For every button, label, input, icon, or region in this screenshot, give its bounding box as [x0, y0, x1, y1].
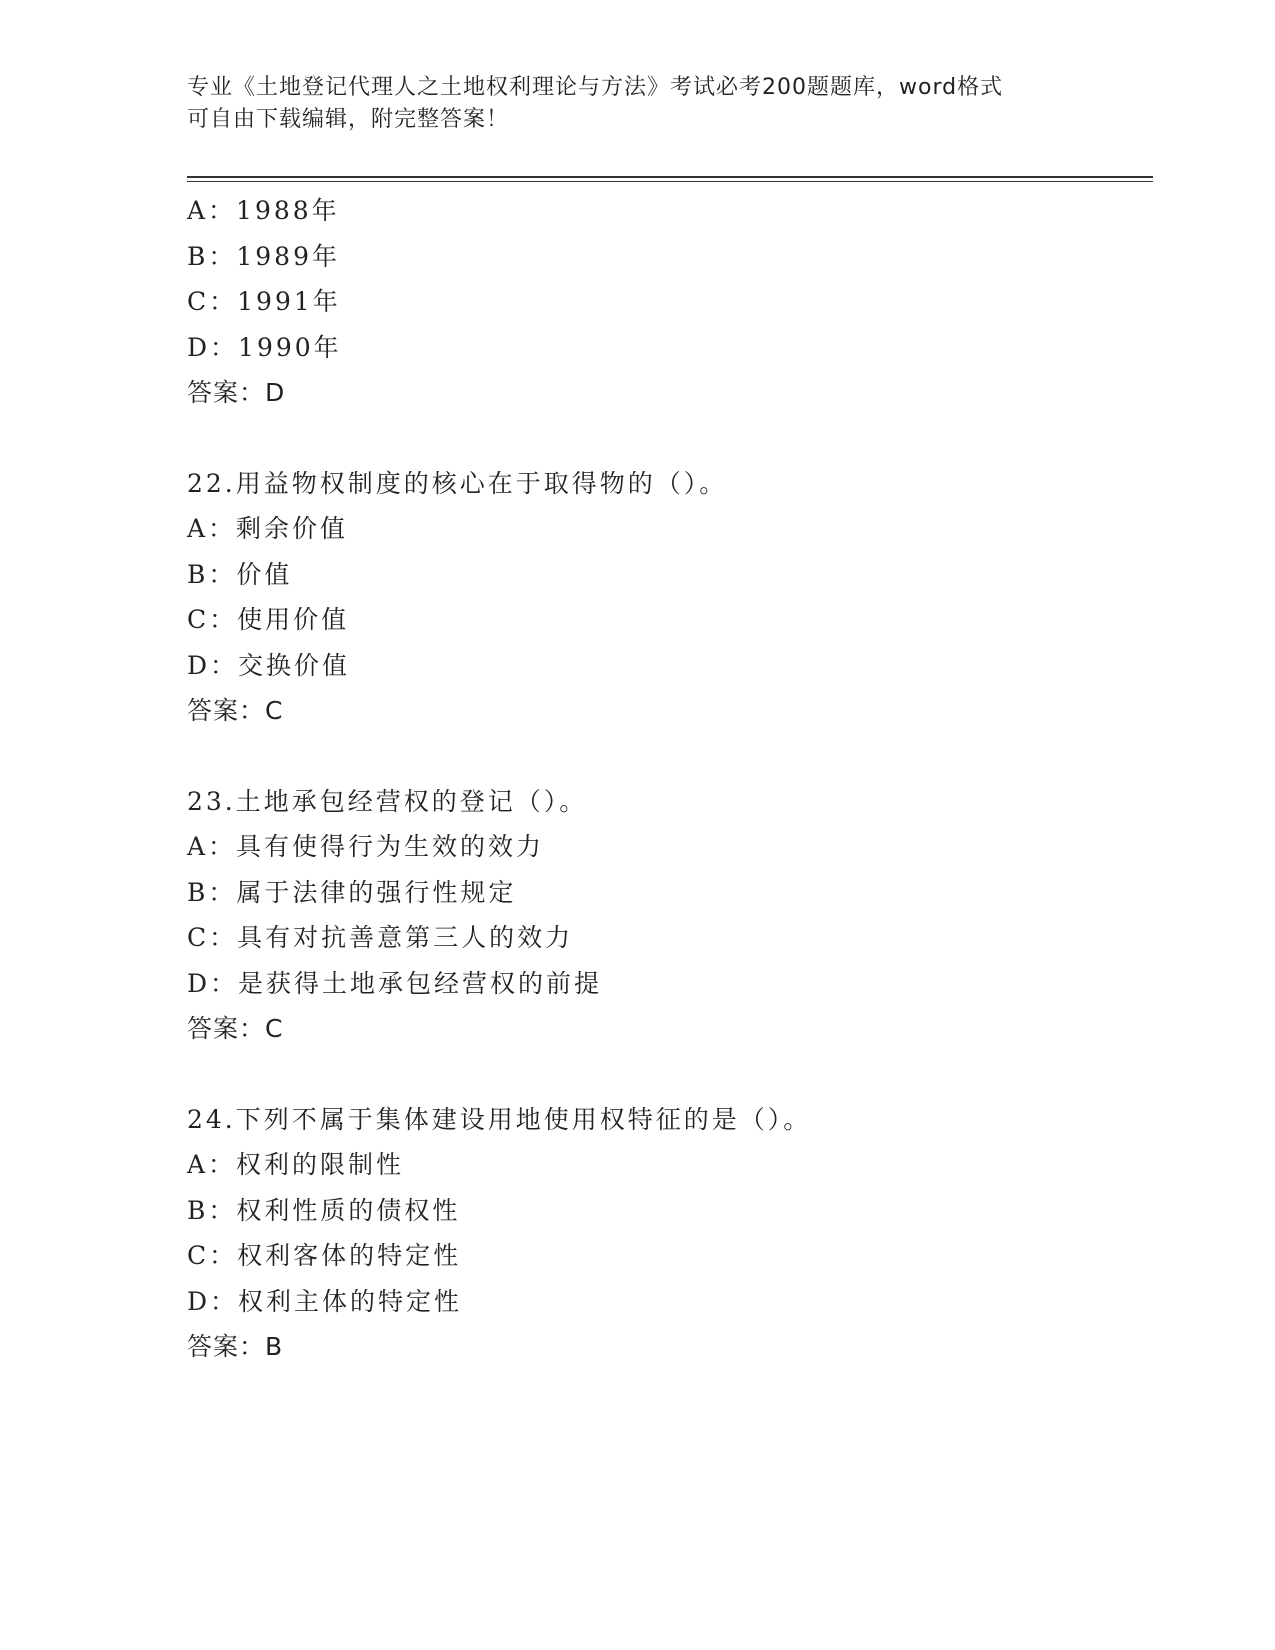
option-b: B：1989年	[187, 241, 340, 271]
option-d: D：交换价值	[187, 650, 351, 680]
option-a: A：1988年	[187, 196, 340, 225]
document-header	[187, 72, 1067, 136]
question-block-24	[187, 1097, 1153, 1370]
question-text: 24.下列不属于集体建设用地使用权特征的是（）。	[187, 1104, 812, 1134]
question-block-22	[187, 461, 1153, 734]
answer-line: 答案：C	[187, 696, 284, 725]
option-d: D：是获得土地承包经营权的前提	[187, 968, 603, 998]
option-a: A：具有使得行为生效的效力	[187, 832, 545, 861]
question-block-21	[187, 188, 1153, 416]
option-b: B：属于法律的强行性规定	[187, 877, 517, 907]
option-c: C：权利客体的特定性	[187, 1241, 462, 1270]
option-b: B：权利性质的债权性	[187, 1195, 461, 1225]
option-b: B：价值	[187, 559, 293, 589]
header-line-2: 可自由下载编辑，附完整答案！	[187, 107, 510, 132]
option-c: C：具有对抗善意第三人的效力	[187, 923, 574, 952]
answer-line: 答案：D	[187, 378, 286, 407]
option-d: D：1990年	[187, 332, 342, 362]
question-block-23	[187, 779, 1153, 1052]
option-a: A：剩余价值	[187, 514, 349, 543]
question-text: 22.用益物权制度的核心在于取得物的（）。	[187, 468, 728, 498]
header-divider-thick	[187, 176, 1153, 178]
question-text: 23.土地承包经营权的登记（）。	[187, 786, 588, 816]
option-c: C：使用价值	[187, 605, 350, 634]
answer-line: 答案：C	[187, 1014, 284, 1043]
option-a: A：权利的限制性	[187, 1150, 405, 1179]
option-d: D：权利主体的特定性	[187, 1286, 463, 1316]
option-c: C：1991年	[187, 287, 341, 316]
header-divider-thin	[187, 181, 1153, 182]
header-line-1: 专业《土地登记代理人之土地权利理论与方法》考试必考200题题库，word格式	[187, 75, 1004, 100]
question-list	[187, 188, 1153, 1370]
answer-line: 答案：B	[187, 1332, 284, 1361]
